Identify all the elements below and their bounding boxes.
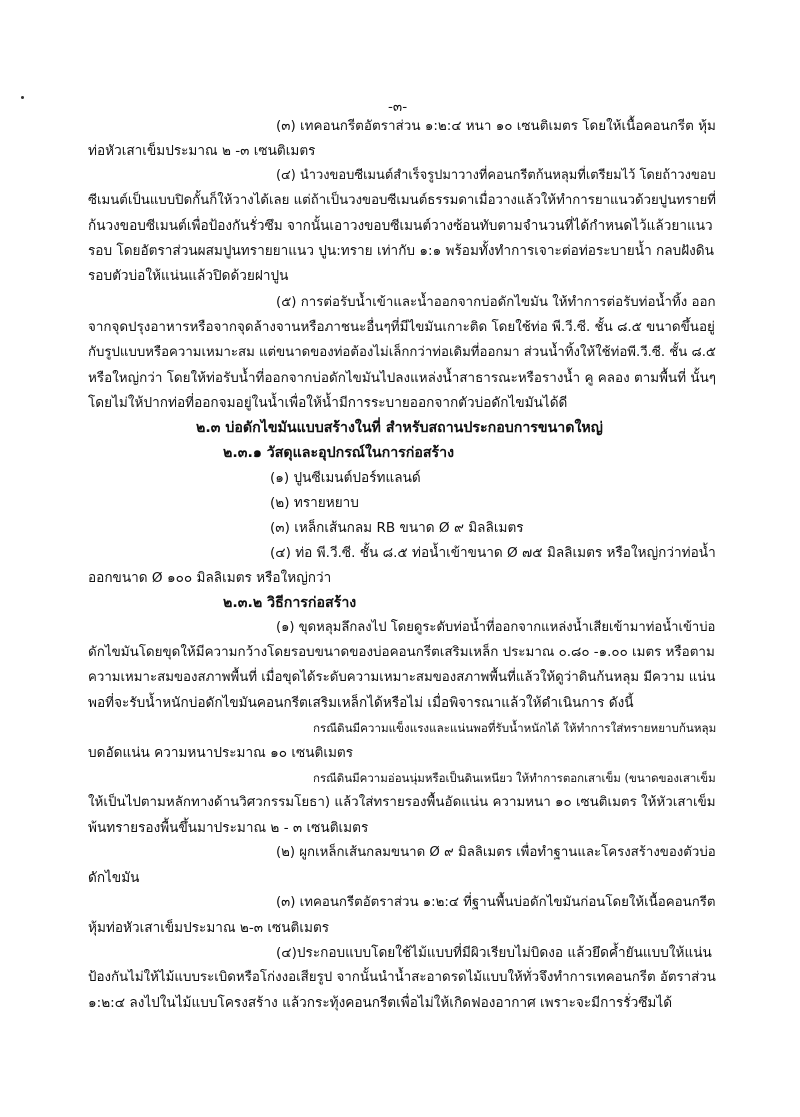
subsection-heading: ๒.๓.๒ วิธีการก่อสร้าง [223, 595, 357, 611]
text-line: ก้นวงขอบซีเมนต์เพื่อป้องกันรั่วซึม จากนั้นเอาวงขอบซีเมนต์วางซ้อนทับตามจำนวนที่ได้กำหนดไว้แล้วยาแนว [88, 218, 713, 234]
list-item: (๔) ท่อ พี.วี.ซี. ชั้น ๘.๕ ท่อน้ำเข้าขนาด Ø ๗๕ มิลลิเมตร หรือใหญ่กว่าท่อน้ำ [270, 545, 716, 561]
text-line: รอบ โดยอัตราส่วนผสมปูนทรายยาแนว ปูน:ทราย เท่ากับ ๑:๑ พร้อมทั้งทำการเจาะต่อท่อระบายน้ำ กลบฝังดิน [88, 243, 714, 259]
text-line: ป้องกันไม่ให้ไม้แบบระเบิดหรือโก่งงอเสียรูป จากนั้นนำน้ำสะอาดรดไม้แบบให้ทั่วจึงทำการเทคอนกรีต อัตราส่วน [88, 970, 716, 985]
text-line: (๓) เทคอนกรีตอัตราส่วน ๑:๒:๔ ที่ฐานพื้นบ่อดักไขมันก่อนโดยให้เนื้อคอนกรีต [276, 895, 716, 910]
list-item: (๓) เหล็กเส้นกลม RB ขนาด Ø ๙ มิลลิเมตร [270, 520, 524, 536]
text-line: (๕) การต่อรับน้ำเข้าและน้ำออกจากบ่อดักไขมัน ให้ทำการต่อรับท่อน้ำทิ้ง ออก [276, 295, 716, 310]
text-line: พอที่จะรับน้ำหนักบ่อดักไขมันคอนกรีตเสริมเหล็กได้หรือไม่ เมื่อพิจารณาแล้วให้ดำเนินการ ดังนี้ [88, 695, 634, 711]
text-line: (๑) ขุดหลุมลึกลงไป โดยดูระดับท่อน้ำที่ออกจากแหล่งน้ำเสียเข้ามาท่อน้ำเข้าบ่อ [276, 620, 716, 635]
margin-dot [21, 96, 24, 99]
page-number: -๓- [388, 99, 408, 115]
text-line: ดักไขมัน [88, 870, 140, 886]
text-line: กับรูปแบบหรือความเหมาะสม แต่ขนาดของท่อต้องไม่เล็กกว่าท่อเดิมที่ออกมา ส่วนน้ำทิ้งให้ใช้ท่อพี.วี.ซี. ชั้น ๘.๕ [88, 345, 716, 360]
text-line: รอบตัวบ่อให้แน่นแล้วปิดด้วยฝาปูน [88, 268, 289, 284]
text-line: บดอัดแน่น ความหนาประมาณ ๑๐ เซนติเมตร [88, 745, 354, 761]
text-line: หุ้มท่อหัวเสาเข็มประมาณ ๒-๓ เซนติเมตร [88, 920, 330, 936]
text-line: ซีเมนต์เป็นแบบปิดกั้นก็ให้วางได้เลย แต่ถ้าเป็นวงขอบซีเมนต์ธรรมดาเมื่อวางแล้วให้ทำการยาแนวด้วยปูนทรายที่ [88, 193, 716, 208]
text-line: หรือใหญ่กว่า โดยให้ท่อรับน้ำที่ออกจากบ่อดักไขมันไปลงแหล่งน้ำสาธารณะหรือรางน้ำ คู คลอง ตามพื้นที่ นั้นๆ [88, 370, 717, 386]
text-line: กรณีดินมีความอ่อนนุ่มหรือเป็นดินเหนียว ให้ทำการตอกเสาเข็ม (ขนาดของเสาเข็ม [313, 771, 716, 785]
list-item: (๒) ทรายหยาบ [270, 495, 359, 511]
text-line: ให้เป็นไปตามหลักทางด้านวิศวกรรมโยธา) แล้วใส่ทรายรองพื้นอัดแน่น ความหนา ๑๐ เซนติเมตร ให้หัวเสาเข็ม [88, 795, 716, 810]
text-line: ออกขนาด Ø ๑๐๐ มิลลิเมตร หรือใหญ่กว่า [88, 570, 332, 586]
text-line: (๔)ประกอบแบบโดยใช้ไม้แบบที่มีผิวเรียบไม่บิดงอ แล้วยึดค้ำยันแบบให้แน่น [276, 945, 712, 961]
text-line: จากจุดปรุงอาหารหรือจากจุดล้างจานหรือภาชนะอื่นๆที่มีไขมันเกาะติด โดยใช้ท่อ พี.วี.ซี. ชั้น ๘.๕ ขนาดขึ้นอยู่ [88, 320, 715, 335]
text-line: (๔) นำวงขอบซีเมนต์สำเร็จรูปมาวางที่คอนกรีตก้นหลุมที่เตรียมไว้ โดยถ้าวงขอบ [276, 168, 716, 183]
text-line: (๒) ผูกเหล็กเส้นกลมขนาด Ø ๙ มิลลิเมตร เพื่อทำฐานและโครงสร้างของตัวบ่อ [276, 845, 716, 860]
text-line: กรณีดินมีความแข็งแรงและแน่นพอที่รับน้ำหนักได้ ให้ทำการใส่ทรายหยาบก้นหลุม [313, 721, 717, 735]
text-line: ความเหมาะสมของสภาพพื้นที่ เมื่อขุดได้ระดับความเหมาะสมของสภาพพื้นที่แล้วให้ดูว่าดินก้นหลุม มีความ แน่น [88, 670, 716, 685]
text-line: ๑:๒:๔ ลงไปในไม้แบบโครงสร้าง แล้วกระทุ้งคอนกรีตเพื่อไม่ให้เกิดฟองอากาศ เพราะจะมีการรั่วซึมได้ [88, 995, 673, 1011]
subsection-heading: ๒.๓.๑ วัสดุและอุปกรณ์ในการก่อสร้าง [223, 445, 455, 461]
text-line: โดยไม่ให้ปากท่อที่ออกจมอยู่ในน้ำเพื่อให้น้ำมีการระบายออกจากตัวบ่อดักไขมันได้ดี [88, 395, 568, 411]
list-item: (๑) ปูนซีเมนต์ปอร์ทแลนด์ [270, 470, 421, 486]
text-line: (๓) เทคอนกรีตอัตราส่วน ๑:๒:๔ หนา ๑๐ เซนติเมตร โดยให้เนื้อคอนกรีต หุ้ม [276, 118, 716, 134]
text-line: ดักไขมันโดยขุดให้มีความกว้างโดยรอบขนาดของบ่อคอนกรีตเสริมเหล็ก ประมาณ ๐.๘๐ -๑.๐๐ เมตร หรือตาม [88, 645, 715, 660]
section-heading: ๒.๓ บ่อดักไขมันแบบสร้างในที่ สำหรับสถานประกอบการขนาดใหญ่ [196, 420, 603, 436]
text-line: ท่อหัวเสาเข็มประมาณ ๒ -๓ เซนติเมตร [88, 143, 316, 159]
text-line: พ้นทรายรองพื้นขึ้นมาประมาณ ๒ - ๓ เซนติเมตร [88, 820, 369, 836]
